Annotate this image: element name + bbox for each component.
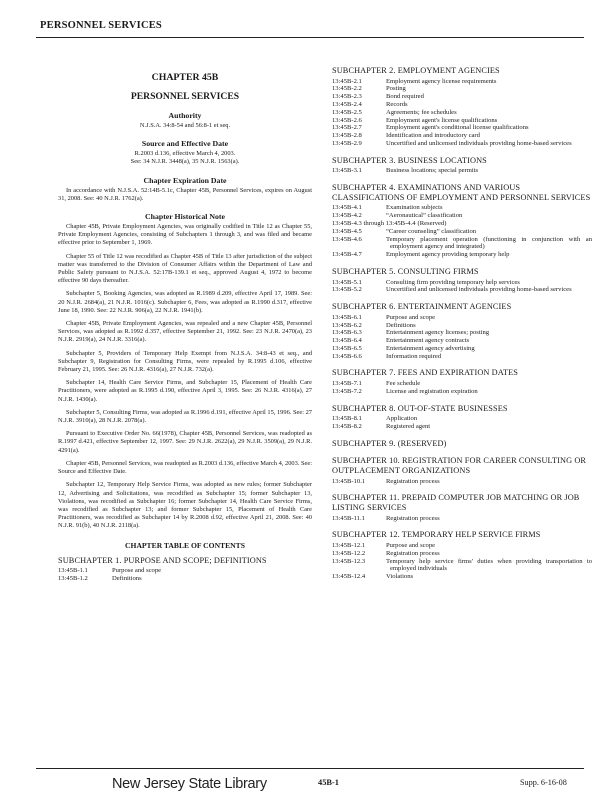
- section-number: 13:45B-1.2: [58, 574, 88, 582]
- history-paragraph: Chapter 55 of Title 12 was recodified as Chapter 45B of Title 13 after jurisdiction of the subject matter was transferred to the Division of Consumer Affairs within the Department of Law and Public Safety pursuant to N.J.S.A. 52:17B-139.1 et seq., approved August 4, 1972 to become effective 90 days thereafter.: [58, 252, 312, 285]
- section-title: Examination subjects: [386, 204, 443, 212]
- section-number: 13:45B-10.1: [332, 477, 366, 485]
- toc-entry[interactable]: [332, 220, 592, 228]
- section-title: Registration process: [386, 477, 440, 485]
- section-number: 13:45B-6.2: [332, 321, 362, 329]
- toc-list: [332, 66, 592, 581]
- section-title: “Aeronautical” classification: [386, 212, 463, 220]
- toc-entry[interactable]: [332, 85, 592, 93]
- toc-entry[interactable]: [332, 78, 592, 86]
- section-title: Registered agent: [386, 423, 431, 431]
- section-title: (Reserved): [417, 219, 447, 227]
- section-number: 13:45B-2.9: [332, 139, 362, 147]
- section-number: 13:45B-2.2: [332, 85, 362, 93]
- section-number: 13:45B-2.7: [332, 124, 362, 132]
- section-number: 13:45B-5.2: [332, 286, 362, 294]
- chapter-number: CHAPTER 45B: [151, 72, 219, 83]
- section-number: 13:45B-2.1: [332, 77, 362, 85]
- source-line: R.2003 d.136, effective March 4, 2003.: [134, 150, 236, 158]
- toc-entry[interactable]: [332, 286, 592, 294]
- toc-entry[interactable]: [332, 345, 592, 353]
- toc-entry[interactable]: [332, 93, 592, 101]
- history-paragraph: Subchapter 14, Health Care Service Firms, and Subchapter 15, Placement of Health Care Practitioners, were adopted as R.1995 d.190, effective April 3, 1995. See: 26 N.J.R. 4316(a), 27 N.J.R. 1430(a).: [58, 379, 312, 403]
- section-title: Posting: [386, 85, 406, 93]
- chapter-title: PERSONNEL SERVICES: [130, 91, 240, 102]
- page-number: 45B-1: [318, 778, 339, 787]
- toc-entry[interactable]: [332, 279, 592, 287]
- toc-entry[interactable]: [332, 380, 592, 388]
- header-rule: [36, 37, 584, 38]
- authority-heading: Authority: [168, 111, 202, 120]
- section-number: 13:45B-1.1: [58, 567, 88, 575]
- section-title: Identification and introductory card: [386, 132, 480, 140]
- section-number: 13:45B-6.6: [332, 352, 362, 360]
- section-title: Employment agency providing temporary help: [386, 251, 510, 259]
- section-title: Registration process: [386, 549, 440, 557]
- section-number: 13:45B-4.6: [332, 235, 362, 243]
- section-title: Temporary help service firms' duties when providing transportation to employed individuals: [386, 557, 592, 573]
- toc-heading: CHAPTER TABLE OF CONTENTS: [125, 540, 245, 550]
- section-number: 13:45B-12.1: [332, 542, 366, 550]
- subchapter-title: SUBCHAPTER 8. OUT-OF-STATE BUSINESSES: [332, 403, 508, 413]
- toc-entry[interactable]: [332, 337, 592, 345]
- toc-entry[interactable]: [332, 140, 592, 148]
- toc-entry[interactable]: [332, 236, 592, 252]
- subchapter-title: SUBCHAPTER 11. PREPAID COMPUTER JOB MATCHING OR JOB LISTING SERVICES: [332, 493, 580, 513]
- history-paragraph: Subchapter 5, Booking Agencies, was adopted as R.1989 d.209, effective April 17, 1989. See: 20 N.J.R. 2684(a), 21 N.J.R. 1016(c). Subchapter 6, Fees, was adopted as R.1990 d.317, effective June 18, 1990. See: 22 N.J.R. 906(a), 22 N.J.R. 1941(b).: [58, 290, 312, 314]
- section-number: 13:45B-7.1: [332, 380, 362, 388]
- section-title: Uncertified and unlicensed individuals providing home-based services: [386, 139, 572, 147]
- history-paragraph: Chapter 45B, Private Employment Agencies, was repealed and a new Chapter 45B, Personnel Services, was adopted as R.1992 d.357, effective September 21, 1992. See: 23 N.J.R. 2470(a), 23 N.J.R. 2919(a), 24 N.J.R. 3316(a).: [58, 320, 312, 344]
- section-number: 13:45B-12.2: [332, 549, 366, 557]
- toc-entry[interactable]: [332, 478, 592, 486]
- section-number: 13:45B-7.2: [332, 387, 362, 395]
- section-title: Entertainment agency licenses; posting: [386, 329, 490, 337]
- toc-entry[interactable]: [332, 109, 592, 117]
- section-number: 13:45B-2.8: [332, 132, 362, 140]
- footer-rule: [36, 768, 584, 769]
- section-title: Registration process: [386, 514, 440, 522]
- section-number: 13:45B-4.3 through 13:45B-4.4: [332, 219, 416, 227]
- subchapter-title: SUBCHAPTER 10. REGISTRATION FOR CAREER CONSULTING OR OUTPLACEMENT ORGANIZATIONS: [332, 456, 587, 476]
- section-number: 13:45B-12.3: [332, 557, 366, 565]
- toc-entry[interactable]: [332, 329, 592, 337]
- section-number: 13:45B-6.3: [332, 329, 362, 337]
- section-number: 13:45B-4.7: [332, 251, 362, 259]
- toc-entry[interactable]: [332, 117, 592, 125]
- subchapter-title: SUBCHAPTER 3. BUSINESS LOCATIONS: [332, 155, 487, 165]
- library-watermark: New Jersey State Library: [112, 776, 267, 792]
- supplement-date: Supp. 6-16-08: [520, 778, 567, 787]
- subchapter-title: SUBCHAPTER 4. EXAMINATIONS AND VARIOUS CLASSIFICATIONS OF EMPLOYMENT AND PERSONNEL SERVICES: [332, 183, 591, 202]
- history-paragraph: Subchapter 5, Consulting Firms, was adopted as R.1996 d.191, effective April 15, 1996. See: 27 N.J.R. 3910(a), 28 N.J.R. 2078(a).: [58, 408, 312, 425]
- section-number: 13:45B-2.6: [332, 116, 362, 124]
- toc-entry[interactable]: [332, 314, 592, 322]
- section-title: Purpose and scope: [386, 542, 436, 550]
- section-number: 13:45B-6.1: [332, 313, 362, 321]
- toc-entry[interactable]: [332, 515, 592, 523]
- toc-entry[interactable]: [332, 388, 592, 396]
- running-header: PERSONNEL SERVICES: [40, 20, 162, 31]
- toc-entry[interactable]: [332, 132, 592, 140]
- authority-text: N.J.S.A. 34:8-54 and 56:8-1 et seq.: [139, 122, 231, 129]
- section-title: Information required: [386, 352, 442, 360]
- subchapter-title: SUBCHAPTER 9. (RESERVED): [332, 438, 447, 448]
- section-number: 13:45B-4.2: [332, 212, 362, 220]
- section-title: “Career counseling” classification: [386, 227, 477, 235]
- left-column: [58, 66, 312, 583]
- toc-entry[interactable]: [332, 353, 592, 361]
- toc-entry[interactable]: [332, 415, 592, 423]
- section-number: 13:45B-4.5: [332, 227, 362, 235]
- source-line: See: 34 N.J.R. 3448(a), 35 N.J.R. 1563(a).: [130, 158, 240, 166]
- right-column: [332, 66, 592, 581]
- toc-entry[interactable]: [332, 558, 592, 574]
- expiration-heading: Chapter Expiration Date: [143, 175, 227, 185]
- section-title: Employment agent's license qualifications: [386, 116, 498, 124]
- subchapter-title: SUBCHAPTER 7. FEES AND EXPIRATION DATES: [332, 368, 518, 378]
- section-title: Entertainment agency advertising: [386, 344, 475, 352]
- toc-entry[interactable]: [332, 573, 592, 581]
- section-number: 13:45B-2.3: [332, 93, 362, 101]
- section-number: 13:45B-8.2: [332, 423, 362, 431]
- toc-entry[interactable]: [332, 542, 592, 550]
- section-title: Definitions: [112, 574, 142, 582]
- section-number: 13:45B-6.4: [332, 337, 362, 345]
- history-paragraph: Chapter 45B, Private Employment Agencies, was originally codified in Title 12 as Chapter 55, Private Employment Agencies, consisting of Subchapters 1 through 3, and was filed and became effective prior to September 1, 1969.: [58, 223, 312, 247]
- section-number: 13:45B-2.4: [332, 100, 362, 108]
- history-paragraph: Subchapter 12, Temporary Help Service Firms, was adopted as new rules; former Subchapter 12, Advertising and Solicitations, was recodified as Subchapter 15; former Subchapter 13, Violations, was recodified as Subchapter 16; former Subchapter 14, Health Care Service Firms, was recodified as Subchapter 13; and former Subchapter 15, Placement of Health Care Practitioners, was recodified as Subchapter 14 by R.2008 d.92, effective April 21, 2008. See: 40 N.J.R. 91(b), 40 N.J.R. 2118(a).: [58, 481, 312, 530]
- section-title: Business locations; special permits: [386, 167, 479, 175]
- subchapter-title: SUBCHAPTER 5. CONSULTING FIRMS: [332, 266, 479, 276]
- section-number: 13:45B-3.1: [332, 167, 362, 175]
- source-heading: Source and Effective Date: [141, 139, 229, 149]
- toc-entry[interactable]: [332, 212, 592, 220]
- expiration-text: In accordance with N.J.S.A. 52:14B-5.1c, Chapter 45B, Personnel Services, expires on August 31, 2008. See: 40 N.J.R. 1762(a).: [58, 186, 312, 202]
- toc-entry[interactable]: [58, 575, 312, 583]
- section-title: Application: [386, 415, 418, 423]
- history-paragraph: Chapter 45B, Personnel Services, was readopted as R.2003 d.136, effective March 4, 2003. See: Source and Effective Date.: [58, 459, 312, 476]
- toc-entry[interactable]: [332, 423, 592, 431]
- toc-entry[interactable]: [332, 322, 592, 330]
- section-title: Temporary placement operation (functioning in conjunction with an employment agency and integrated): [386, 235, 592, 251]
- section-title: Uncertified and unlicensed individuals providing home-based services: [386, 286, 572, 294]
- section-title: Consulting firm providing temporary help services: [386, 278, 520, 286]
- section-title: Employment agency license requirements: [386, 77, 497, 85]
- subchapter-title: SUBCHAPTER 1. PURPOSE AND SCOPE; DEFINITIONS: [58, 555, 267, 565]
- section-title: Bond required: [386, 93, 424, 101]
- section-title: Agreements; fee schedules: [386, 108, 457, 116]
- section-number: 13:45B-12.4: [332, 573, 366, 581]
- section-number: 13:45B-4.1: [332, 204, 362, 212]
- section-title: Violations: [386, 573, 414, 581]
- section-title: License and registration expiration: [386, 387, 478, 395]
- subchapter-title: SUBCHAPTER 12. TEMPORARY HELP SERVICE FIRMS: [332, 530, 541, 540]
- history-paragraph: Subchapter 5, Providers of Temporary Help Exempt from N.J.S.A. 34:8-43 et seq., and Subchapter 9, Registration for Consulting Firms, were repealed by R.1995 d.106, effective February 21, 1995. See: 26 N.J.R. 4316(a), 27 N.J.R. 732(a).: [58, 349, 312, 374]
- toc-entry[interactable]: [332, 251, 592, 259]
- section-number: 13:45B-6.5: [332, 344, 362, 352]
- subchapter-title: SUBCHAPTER 6. ENTERTAINMENT AGENCIES: [332, 302, 512, 312]
- history-heading: Chapter Historical Note: [145, 212, 225, 222]
- section-number: 13:45B-5.1: [332, 278, 362, 286]
- section-number: 13:45B-11.1: [332, 514, 365, 522]
- toc-entry[interactable]: [332, 167, 592, 175]
- section-title: Purpose and scope: [386, 313, 436, 321]
- section-title: Purpose and scope: [112, 567, 162, 575]
- toc-entry[interactable]: [332, 550, 592, 558]
- section-number: 13:45B-2.5: [332, 108, 362, 116]
- section-title: Records: [386, 100, 408, 108]
- section-title: Employment agent's conditional license qualifications: [386, 124, 529, 132]
- toc-entry[interactable]: [58, 567, 312, 575]
- toc-entry[interactable]: [332, 228, 592, 236]
- history-paragraph: Pursuant to Executive Order No. 66(1978), Chapter 45B, Personnel Services, was readopted as R.1997 d.421, effective September 12, 1997. See: 29 N.J.R. 2622(a), 29 N.J.R. 3509(a), 29 N.J.R. 4291(a).: [58, 430, 312, 454]
- toc-entry[interactable]: [332, 124, 592, 132]
- toc-entry[interactable]: [332, 204, 592, 212]
- section-title: Fee schedule: [386, 380, 421, 388]
- toc-entry[interactable]: [332, 101, 592, 109]
- section-number: 13:45B-8.1: [332, 415, 362, 423]
- section-title: Entertainment agency contracts: [386, 337, 470, 345]
- subchapter-title: SUBCHAPTER 2. EMPLOYMENT AGENCIES: [332, 66, 500, 75]
- section-title: Definitions: [386, 321, 416, 329]
